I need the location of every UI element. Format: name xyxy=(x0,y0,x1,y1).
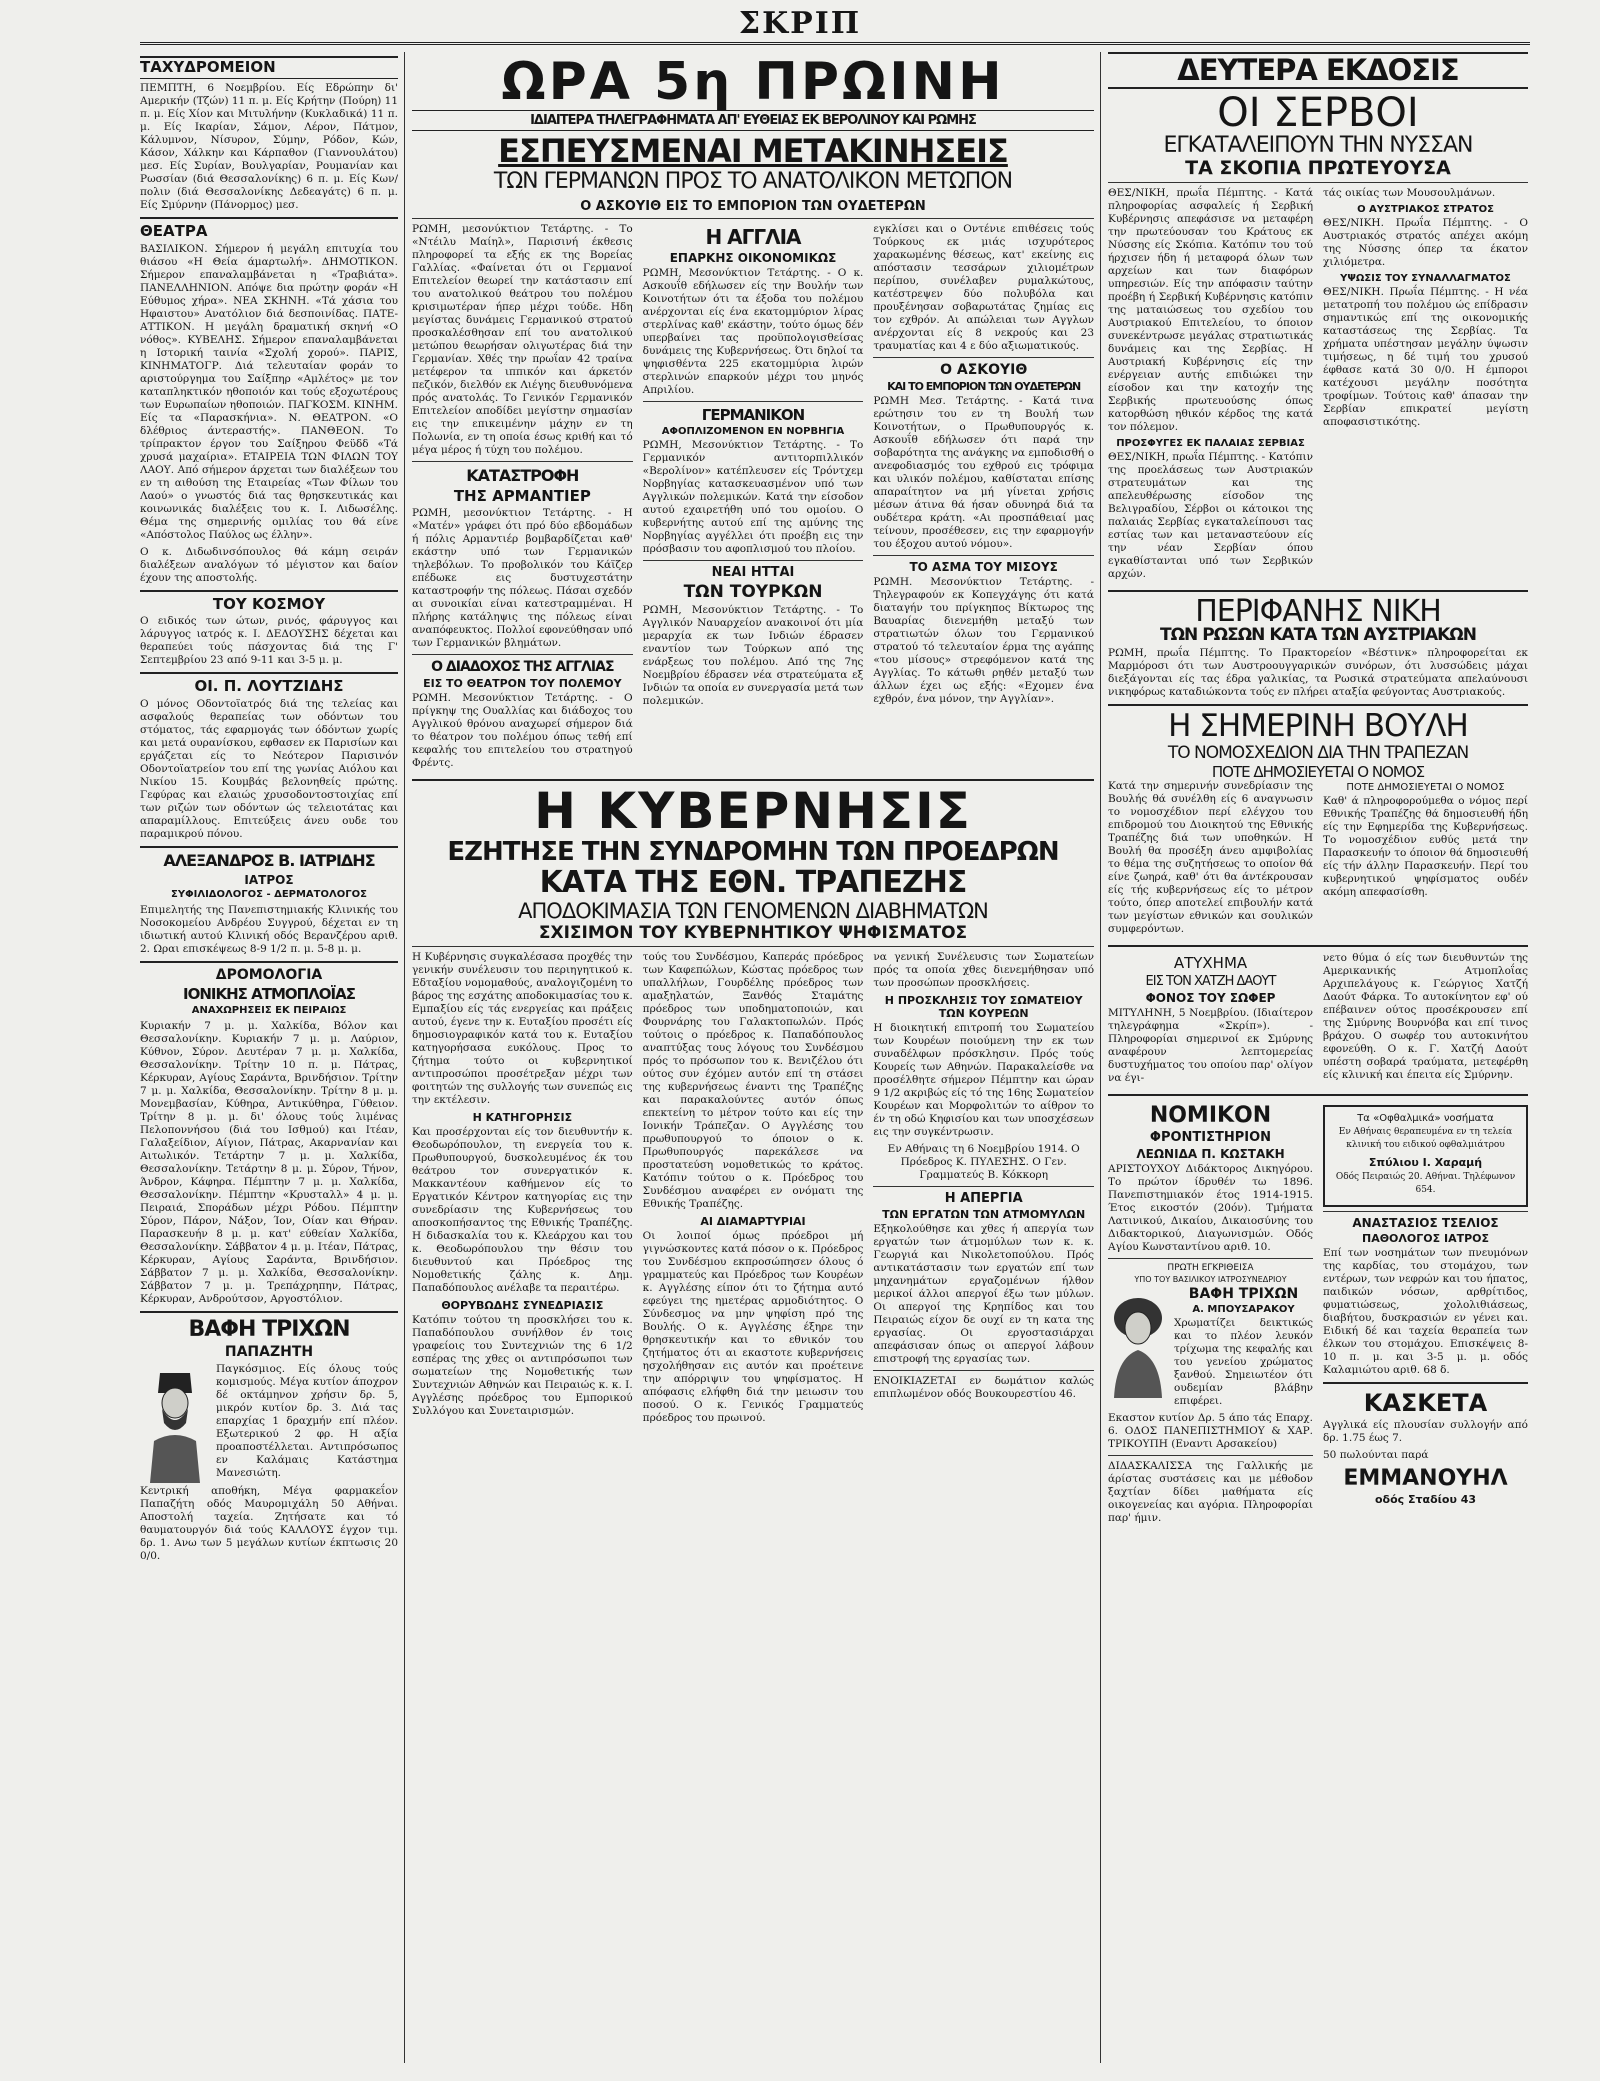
accident-columns xyxy=(1108,952,1528,1089)
serbs-columns xyxy=(1108,187,1528,585)
divider xyxy=(1108,590,1528,592)
news-top-columns xyxy=(412,223,1094,774)
ads-columns xyxy=(1108,1101,1528,1529)
asma-title: ΤΟ ΑΣΜΑ ΤΟΥ ΜΙΣΟΥΣ xyxy=(909,560,1058,574)
strike-title: Η ΑΠΕΡΓΙΑ xyxy=(944,1191,1023,1206)
divider xyxy=(412,779,1094,781)
diadochos-subtitle: ΕΙΣ ΤΟ ΘΕΑΤΡΟΝ ΤΟΥ ΠΟΛΕΜΟΥ xyxy=(423,677,622,690)
serbs-text: ΘΕΣ/ΝΙΚΗ, πρωΐα Πέμπτης. - Κατά πληροφορίας ασφαλείς ή Σερβική Κυβέρνησις απεφάσισε να μεταφέρη την πρωτεύουσαν του Κράτους εκ Νύσσης είς Σκόπια. Κατόπιν του τού ήρχισεν ήδη ή μεταφορά όλων των αρχείων και των διαφόρων υπηρεσιών. Είς την απόφασιν ταύτην προέβη ή Σερβική Κυβέρνησις κατόπιν της ματαιώσεως του σχεδίου του Αυστριακού Επιτελείου, το όποιον συνεκέντρωσε μεγάλας στρατιωτικάς δυνάμεις και της Σερβίας. Η Αυστριακή Κυβέρνησις είς την ενέργειαν αυτής επιδιώκει την είσοδον και την κατοχήν της Σερβικής πρωτευούσης όπως κατορθώση ηθικόν κέρδος της κατά τον πόλεμον. xyxy=(1108,187,1313,433)
divider xyxy=(1108,945,1528,947)
ophthalmic-title: Τα «Οφθαλμικά» νοσήματα xyxy=(1357,1113,1494,1124)
serbs-headline: ΟΙ ΣΕΡΒΟΙ xyxy=(1217,90,1419,136)
divider xyxy=(1108,182,1528,183)
divider xyxy=(140,590,398,592)
germanikon-title: ΓΕΡΜΑΝΙΚΟΝ xyxy=(701,406,805,424)
victory-text: ΡΩΜΗ, πρωΐα Πέμπτης. Το Πρακτορείον «Βέστινκ» πληροφορείται εκ Μαρμόροσι ότι των Αυστροουγγαρικών συνόρων, ότι λυσσώδεις μάχαι διεξάγονται είς τας έδρα γαλικίας, τα Ρωσικά στρατεύματα απελαύνουσι νικηφόρως καταδιώκοντα τούς εν πλήρει αταξία φεύγοντας Αυστριακούς. xyxy=(1108,647,1528,698)
gov-text-c2: Η διοικητική επιτροπή του Σωματείου των Κουρέων ποιούμενη την εκ των συναδέλφων πρόσκλησιν. Πρός τούς Κουρείς των Αθηνών. Παρακαλείσθε να προσέλθητε σήμερον Πέμπτην και ώραν 9 1/2 ακριβώς είς τό της 16ης Σωματείον Κουρέων και Μορφολιτών το αίθρον το έν τη οδώ Κηφισίου και των υποσχέσεων εις την συγκέντρωσιν. xyxy=(873,1022,1094,1138)
hair-dye-2-top: ΠΡΩΤΗ ΕΓΚΡΙΘΕΙΣΑ xyxy=(1167,1263,1254,1273)
schedules-subsub: ΑΝΑΧΩΡΗΣΕΙΣ ΕΚ ΠΕΙΡΑΙΩΣ xyxy=(191,1005,347,1017)
news-col-b xyxy=(643,223,864,774)
caps-text-2: 50 πωλούνται παρά xyxy=(1323,1449,1429,1461)
gov-sub-b: ΑΙ ΔΙΑΜΑΡΤΥΡΙΑΙ xyxy=(700,1215,806,1228)
ads-col-a xyxy=(1108,1101,1313,1529)
top-rule xyxy=(140,42,1530,45)
government-line-4: ΣΧΙΣΙΜΟΝ ΤΟΥ ΚΥΒΕΡΝΗΤΙΚΟΥ ΨΗΦΙΣΜΑΤΟΣ xyxy=(538,923,968,943)
strike-text: Εξηκολούθησε και χθες ή απεργία των εργατών των άτμομύλων των κ. κ. Γεωργιά και Νικολετοπούλου. Πρός αντικατάστασιν των εργατών επί των μηχανημάτων εργαζομένων ήλθον μερικοί άλλοι απεργοί έξω των μύλων. Οι απεργοί της Κρηπίδος και του Πειραιώς είχον δε ουχί εν τη κατα της εργασίας. Οι εργοστασιάρχαι απεφάσισαν όπως οι απεργοί λάβουν επιστροφή της εργασίας των. xyxy=(873,1223,1094,1365)
masthead: ΣΚΡΙΠ xyxy=(738,6,862,41)
parliament-headline: Η ΣΗΜΕΡΙΝΗ ΒΟΥΛΗ xyxy=(1168,708,1468,744)
nea-itta-title: ΝΕΑΙ ΗΤΤΑΙ xyxy=(711,565,795,580)
caps-title: ΚΑΣΚΕΤΑ xyxy=(1363,1389,1488,1417)
accident-col-b xyxy=(1323,952,1528,1089)
hair-dye-2-top-2: ΥΠΟ ΤΟΥ ΒΑΣΙΛΙΚΟΥ ΙΑΤΡΟΣΥΝΕΔΡΙΟΥ xyxy=(1134,1275,1287,1284)
gov-text-a3: Κατόπιν τούτου τη προσκλήσει του κ. Παπαδόπουλου συνήλθον έν τοις γραφείοις του Συντεχνιών της 6 1/2 εσπέρας της χθες οι αντιπρόσωποι των σωματείων της Νομοθετικής των Συντεχνιών Αθηνών και Πειραιώς κ. κ. Ι. Αγγλέσης πρόεδρος του Εμπορικού Συλλόγου και Συνεταιρισμών. xyxy=(412,1314,633,1417)
article-cont-text: εγκλίσει και ο Οντένιε επιθέσεις τούς Τούρκους εκ μιάς ισχυρότερος χαρακωμένης θέσεως, κατ' εκείνης εις απόστασιν τεσσάρων χιλιομέτρων περίπου, συνέλαβεν ρυμαλκώτους, κατέστρεψεν δύο πολυβόλα και προυξένησαν σοβαρωτάτας ζημίας εις τον εχθρόν. Αι απώλειαι των Αγγλων ανέρχονται είς 8 νεκρούς και 23 τραυματίας και 4 ε δύο αξιωματικούς. xyxy=(873,223,1094,352)
austrian-army-title: Ο ΑΥΣΤΡΙΑΚΟΣ ΣΤΡΑΤΟΣ xyxy=(1357,204,1494,215)
serbs-col-b xyxy=(1323,187,1528,585)
divider xyxy=(1323,1382,1528,1384)
iatridis-name: ΑΛΕΞΑΝΔΡΟΣ Β. ΙΑΤΡΙΔΗΣ xyxy=(163,851,375,870)
gov-text-a: Η Κυβέρνησις συγκαλέσασα προχθές την γενικήν συνέλευσιν του περιηγητικού κ. Εδταξίου νομομαθούς, αναλογιζομένη το βάρος της εσχάτης αποδοκιμασίας του κ. Εμπαξίου είς τάς ενεργείας και πράξεις αυτού, έγενε την κ. Ευταξίου προσέτι είς δημοσιογραφικόν κατά του κ. Ευταξίου κατηγορήσασα ευκόλους. Προς το ζήτημα τούτο οι κυβερνητικοί αντιπροσώποι προσέτρεξαν μέχρι των φοιτητών της συλλογής των συνεπώς εις την εκτέλεσιν. xyxy=(412,951,633,1106)
gov-text-b: τούς του Συνδέσμου, Καπεράς πρόεδρος των Καφεπώλων, Κώστας πρόεδρος των υπαλλήλων, Γουρδέλης πρόεδρος των αμαξηλατών, Ξανθός Σταμάτης πρόεδρος των υποδηματοποιών, και Φουρνάρης του Γαλακτοπωλών. Πρός τούτοις ο πρόεδρος κ. Παπαδόπουλος αναπτύξας τους λόγους του Συνδέσμου πρός το πρόσωπον του κ. Βενιζέλου ότι ούτος συν έχόμεν αυτόν επί τη στάσει της κυβερνήσεως έναντι της Τραπέζης και παρακαλούντες αυτόν όπως επεκτείνη το μέτρον τούτο και είς την Ιονικήν Τράπεζαν. Ο Αγγλέσης του πρωθυπουργού το όποιον ο κ. Πρωθυπουργός παρεκάλεσε να προστατεύση νομοθετικώς το κράτος. Κατόπιν τούτου ο κ. Πρόεδρος του Συνδέσμου αναφέρει εν ονόματι της Εθνικής Τραπέζης. xyxy=(642,951,864,1210)
theatres-text: ΒΑΣΙΛΙΚΟΝ. Σήμερον ή μεγάλη επιτυχία του θιάσου «Η Θεία άμαρτωλή». ΔΗΜΟΤΙΚΟΝ. Σήμερον επαναλαμβάνεται η «Τραβιάτα». ΠΑΝΕΛΛΗΝΙΟΝ. Απόψε δια πρώτην φοράν «Η Εύθυμος χήρα». ΝΕΑ ΣΚΗΝΗ. «Τά χάσια του Ηφαιστου» Ανατόλιον διά δεσποινίδας. ΠΑΤΕ-ΑΤΤΙΚΟΝ. Η μεγάλη δραματική σκηνή «Ο νόθος». ΚΥΒΕΛΗΣ. Σήμερον επαναλαμβάνεται η Ιστορική ταινία «Σχολή χορού». ΠΑΡΙΣ, ΚΙΝΗΜΑΤΟΓΡ. Διά τελευταίαν φοράν το αριστούργημα του Σαίξπηρ «Αμλέτος» με τον καταπληκτικόν ηθοποιόν και τούς εξοχωτέρους των Ευρωπαίων ηθοποιών. ΠΑΓΚΟΣΜ. ΚΙΝΗΜ. Είς τα «Παρασκήνια». Ν. ΘΕΑΤΡΟΝ. «Ο δλέθριος άντεραστής». ΠΑΝΘΕΟΝ. Το τρίπρακτον έργον του Σαίξηρου Φεϋδδ «Τά χρυσά μαχαίρια». ΕΤΑΙΡΕΙΑ ΤΩΝ ΦΙΛΩΝ ΤΟΥ ΛΑΟΥ. Από σήμερον άρχεται των διαλέξεων του εν τη αιθούση της Εταιρείας «Των Φίλων του Λαού» ο γνωστός διά τας θρησκευτικάς και κοινωνικάς διαλέξεις του κ. Ι. Λιδωσέλης. Θέμα της σημερινής ομιλίας του θά είνε «Απόστολος Παύλος ως έλλην». xyxy=(140,242,398,541)
nea-itta-text: ΡΩΜΗ, Μεσονύκτιον Τετάρτης. - Το Αγγλικόν Ναυαρχείον ανακοινοί ότι μία μεραρχία εκ των Ινδιών έδρασεν εναντίον των Τούρκων από της ενάρξεως του πολέμου. Από της 7ης Νοεμβρίου έδρασεν νέα στρατεύματα εξ Ινδιών τα οποία εν συνεργασία μετά των πολεμικών. xyxy=(642,604,864,707)
parliament-columns xyxy=(1108,780,1528,940)
divider xyxy=(412,654,633,655)
serbs-col-a xyxy=(1108,187,1313,585)
iatridis-role: ΙΑΤΡΟΣ xyxy=(244,872,294,887)
accident-subtitle: ΕΙΣ ΤΟΝ ΧΑΤΖΗ ΔΑΟΥΤ xyxy=(1145,974,1276,989)
divider xyxy=(873,357,1094,358)
gov-col-a xyxy=(412,951,633,1429)
ophthalmic-name: Σπύλιου Ι. Χαραμή xyxy=(1368,1156,1483,1169)
main-headline: ΕΣΠΕΥΣΜΕΝΑΙ ΜΕΤΑΚΙΝΗΣΕΙΣ xyxy=(498,132,1008,170)
theatres-title: ΘΕΑΤΡΑ xyxy=(140,221,208,240)
divider xyxy=(412,461,633,462)
hair-dye-footer: Κεντρική αποθήκη, Μέγα φαρμακεΐον Παπαζήτη οδός Μαυρομιχάλη 50 Αθήναι. Αποστολή ταχεία. Ζητήσατε και τό θαυματουργόν διά τούς ΚΑΛΛΟΥΣ έγχον τιμ. δρ. 1. Ανω των 5 μεγάλων κυτίων έκπτωσις 20 0/0. xyxy=(140,1484,398,1562)
divider xyxy=(643,560,864,561)
austrian-army-text: ΘΕΣ/ΝΙΚΗ. Πρωΐα Πέμπτης. - Ο Αυστριακός στρατός απέχει ακόμη της Νύσσης όπερ τα έκατον χιλιόμετρα. xyxy=(1323,217,1528,268)
ads-col-b xyxy=(1323,1101,1528,1529)
schedules-subtitle: ΙΟΝΙΚΗΣ ΑΤΜΟΠΛΟΪΑΣ xyxy=(183,984,355,1003)
column-divider xyxy=(404,52,405,2063)
divider xyxy=(412,218,1094,219)
center-column xyxy=(412,52,1094,2063)
ophthalmic-address: Οδός Πειραιώς 20. Αθήναι. Τηλέφωνον 654. xyxy=(1335,1172,1516,1195)
ophthalmic-text: Εν Αθήναις θεραπευμένα εν τη τελεία κλινική του ειδικού οφθαλμιάτρου xyxy=(1338,1127,1513,1150)
katastrofi-title: ΚΑΤΑΣΤΡΟΦΗ xyxy=(466,466,579,485)
post-office-title: ΤΑΧΥΔΡΟΜΕΙΟΝ xyxy=(140,56,398,79)
iatridis-spec: ΣΥΦΙΛΙΔΟΛΟΓΟΣ - ΔΕΡΜΑΤΟΛΟΓΟΣ xyxy=(171,889,367,901)
gov-text-a2: Και προσέρχονται είς τον διευθυντήν κ. Θεοδωρόπουλον, τη ενεργεία του κ. Πρωθυπουργού, δυσκολευμένος έκ του θεάτρου τον συνεργατικόν κ. Μακκαντέουν καθήμενον είς το Εργατικόν Κέντρον κατηγορίας εις την συνεδρίασιν της Κυβερνήσεως του αποσκοπήσαντος της Εθνικής Τραπέζης. Η διδασκαλία του κ. Κλεάρχου και του κ. Θεοδωρόπουλου την θέσιν του διευθυντού και Πρόεδρος της Νομοθετικής ζάλης κ. Δημ. Παπαδόπουλος ανέλαβε τα περαιτέρω. xyxy=(412,1126,633,1294)
caps-text: Αγγλικά είς πλουσίαν συλλογήν από δρ. 1.75 έως 7. xyxy=(1323,1419,1528,1444)
parliament-col-title: ΠΟΤΕ ΔΗΜΟΣΙΕΥΕΤΑΙ Ο ΝΟΜΟΣ xyxy=(1346,782,1505,793)
anglia-title: Η ΑΓΓΛΙΑ xyxy=(705,225,801,249)
hair-dye-title: ΒΑΦΗ ΤΡΙΧΩΝ xyxy=(188,1316,350,1342)
hair-dye-2-text: Χρωματίζει δεικτικώς και το πλέον λευκόν τρίχωμα της κεφαλής και του γενείου χρώματος ξανθού. Σημειωτέον ότι ουδεμίαν βλάβην επιφέρει. xyxy=(1174,1317,1313,1407)
loutzidis-title: ΟΙ. Π. ΛΟΥΤΖΙΔΗΣ xyxy=(194,677,344,696)
accident-subtitle-2: ΦΟΝΟΣ ΤΟΥ ΣΩΦΕΡ xyxy=(1145,991,1276,1005)
government-line-3: ΑΠΟΔΟΚΙΜΑΣΙΑ ΤΩΝ ΓΕΝΟΜΕΝΩΝ ΔΙΑΒΗΜΑΤΩΝ xyxy=(518,899,988,923)
anglia-subtitle: ΕΠΑΡΚΗΣ ΟΙΚΟΝΟΜΙΚΩΣ xyxy=(669,251,837,265)
gov-signature: Εν Αθήναις τη 6 Νοεμβρίου 1914. Ο Πρόεδρος Κ. ΠΥΛΕΣΗΣ. Ο Γεν. Γραμματεύς Β. Κόκκορη xyxy=(887,1143,1080,1181)
post-office-text: ΠΕΜΠΤΗ, 6 Νοεμβρίου. Είς Εδρώπην δι' Αμερικήν (Τζών) 11 π. μ. Είς Κρήτην (Πούρη) 11 π. μ. Είς Χίον και Μιτυλήνην (Κυκλαδικά) 11 π. μ. Είς Ικαρίαν, Σάμον, Λέρον, Πάτμον, Κάλυμνον, Νίσυρον, Σύμην, Ρόδον, Κών, Κάσον, Χάλκην και Κάρπαθον (Γιαννουλάτου) μεσ. Είς Συρίαν, Βουλγαρίαν, Ρουμανίαν και Ρωσσίαν (διά Θεσσαλονίκης) 6 π. μ. Είς Κων/πολιν (διά Θεσσαλονίκης Δεδεαγάτς) 6 π. μ. Είς Σμύρνην (Πάνορμος) μεσ. xyxy=(140,81,398,211)
accident-col-a xyxy=(1108,952,1313,1089)
iatridis-text: Επιμελητής της Πανεπιστημιακής Κλινικής του Νοσοκομείου Ανδρέου Συγγρού, δέχεται εν τη ιδιωτική αυτού Κλινική οδός Βερανζέρου αριθ. 2. Ωραι επισκέψεως 8-9 1/2 π. μ. 5-8 μ. μ. xyxy=(140,903,398,955)
column-divider xyxy=(1100,52,1101,2063)
hair-dye-2-brand: Α. ΜΠΟΥΣΑΡΑΚΟΥ xyxy=(1192,1304,1295,1315)
diadochos-text: ΡΩΜΗ. Μεσονύκτιον Τετάρτης. - Ο πρίγκηψ της Ουαλλίας και διάδοχος του Αγγλικού θρόνου αναχωρεί σήμερον διά το θέατρον του πολέμου όπως τεθή επί κεφαλής του επιτελείου του στρατηγού Φρέντς. xyxy=(412,692,633,769)
law-school-text: ΑΡΙΣΤΟΥΧΟΥ Διδάκτορος Δικηγόρου. Το πρώτον ίδρυθέν τω 1896. Πανεπιστημιακόν έτος 1914-1915. Έτος εικοστόν (20όν). Τμήματα Λατινικού, Δικαίου, Δικαιοσύνης του Διδακτορικού, Διαγωνισμών. Οδός Αγίου Κωνσταντίνου αριθ. 10. xyxy=(1108,1163,1313,1253)
askouith-title: Ο ΑΣΚΟΥΙΘ xyxy=(940,362,1028,378)
law-school-name: ΛΕΩΝΙΔΑ Π. ΚΩΣΤΑΚΗ xyxy=(1136,1147,1285,1161)
caps-address: οδός Σταδίου 43 xyxy=(1374,1493,1477,1506)
divider xyxy=(1108,704,1528,706)
main-headline-3: Ο ΑΣΚΟΥΙΘ ΕΙΣ ΤΟ ΕΜΠΟΡΙΟΝ ΤΩΝ ΟΥΔΕΤΕΡΩΝ xyxy=(580,199,926,214)
germanikon-text: ΡΩΜΗ, Μεσονύκτιον Τετάρτης. - Το Γερμανικόν αντιτορπιλλικόν «Βερολίνον» κατέπλευσεν είς Τρόντχεμ Νορβηγίας κατασκευασμένον υπό των Αγγλικών πολεμικών. Κατά την είσοδον αυτού εχαιρετήθη υπό του ομοίου. Ο κυβερνήτης αυτού επί της αμύνης της Νορβηγίας αγγέλλει ότι προέβη εις την πρόσβασιν του αφοπλισμού του πλοίου. xyxy=(642,439,864,555)
gov-col-c xyxy=(873,951,1094,1429)
divider xyxy=(140,217,398,219)
divider xyxy=(140,961,398,963)
gov-text-b2: Οι λοιποί όμως πρόεδροι μή γιγνώσκοντες κατά πόσον ο κ. Πρόεδρος του Συνδέσμου εκπροσώπησεν όλους ό γραμματεύς και Πρόεδρος των Κουρέων κ. Αγγλέσης είπον ότι το ζήτημα αυτό εφεύγει της ημετέρας αρμοδιότητος. Ο Σύνδεσμος να μην ψηφίση πρό της Βουλής. Ο κ. Αγγλέσης έξηρε την θρησκευτικήν και το εθνικόν του ζητήματος ότι αι εκαστοτε κυβερνήσεις ησχολήθησαν εις αυτόν και προέτεινε την απόρριψιν του ψηφίσματος. Η απόφασις ελήφθη διά την μειωσιν του ποσού. Ο κ. Γενικός Γραμματεύς πρόεδρος του πρωινού. xyxy=(642,1230,864,1424)
parliament-subheadline: ΤΟ ΝΟΜΟΣΧΕΔΙΟΝ ΔΙΑ ΤΗΝ ΤΡΑΠΕΖΑΝ xyxy=(1167,743,1469,763)
left-column xyxy=(140,52,398,2063)
main-headline-2: ΤΩΝ ΓΕΡΜΑΝΩΝ ΠΡΟΣ ΤΟ ΑΝΑΤΟΛΙΚΟΝ ΜΕΤΩΠΟΝ xyxy=(493,169,1013,194)
divider xyxy=(873,1370,1094,1371)
victory-subheadline: ΤΩΝ ΡΩΣΩΝ ΚΑΤΑ ΤΩΝ ΑΥΣΤΡΙΑΚΩΝ xyxy=(1160,625,1476,645)
news-col-a xyxy=(412,223,633,774)
divider xyxy=(412,946,1094,947)
divider xyxy=(873,1186,1094,1187)
exchange-text: ΘΕΣ/ΝΙΚΗ. Πρωΐα Πέμπτης. - Η νέα μετατροπή του πολέμου ώς επίδρασιν σημαντικώς επί της οικονομικής καταστάσεως της Σερβίας. Τα χρήματα υπέστησαν μεγάλην ύψωσιν τιμήσεως, η δέ τιμή του χρυσού έφθασε κατά 30 0/0. Η έμποροι κατέχουσι μεγάλην ποσότητα τροφίμων. Τούτοις καθ' άπασαν την Σερβίαν επικρατεί μεγίστη αποφασιστικότης. xyxy=(1323,286,1528,428)
teacher-ad: ΔΙΔΑΣΚΑΛΙΣΣΑ της Γαλλικής με άρίστας συστάσεις και με μέθοδον ξαχτίαν δίδει μαθήματα είς οικογενείας και αγόρια. Πληροφορίαι παρ' ήμιν. xyxy=(1108,1460,1313,1524)
article-rome-text: ΡΩΜΗ, μεσονύκτιον Τετάρτης. - Το «Ντέιλυ Μαίηλ», Παρισινή έκθεσις πληροφορεί τα εξής εκ της Βορείας Γαλλίας. «Φαίνεται ότι οι Γερμανοί Επιτελείον θεωρεί την κατάστασιν επί του ανατολικού θεάτρου του πολέμου κρισιμωτέραν ήπερ μέχρι τούδε. Ηδη μεγίστας δυνάμεις Γερμανικού στρατού προσκαλέσθησαν επί του ανατολικού μετώπου θεωρήσαν ολιγωτέρας διά την Γερμανίαν. Χθές την πρωΐαν 42 τραίνα μετέφερον τα ιππικόν και άρκετόν πεζικόν, διελθόν εκ Λιέγης διευθυνόμενα πρός ανατολάς. Το Γενικόν Γερμανικόν Επιτελείον αποδίδει μεγίστην σημασίαν εις την επικειμένην μάχην εν τη Πολωνία, εν τη οποία έσως κριθή και τό μέγα μέρος ή τύχη του πολέμου. xyxy=(412,223,633,456)
askouith-subtitle: ΚΑΙ ΤΟ ΕΜΠΟΡΙΟΝ ΤΩΝ ΟΥΔΕΤΕΡΩΝ xyxy=(887,380,1081,393)
divider xyxy=(1323,1211,1528,1212)
gov-sub-a2: ΘΟΡΥΒΩΔΗΣ ΣΥΝΕΔΡΙΑΣΙΣ xyxy=(441,1299,604,1312)
government-line-1: ΕΖΗΤΗΣΕ ΤΗΝ ΣΥΝΔΡΟΜΗΝ ΤΩΝ ΠΡΟΕΔΡΩΝ xyxy=(447,837,1059,867)
tou-kosmou-title: ΤΟΥ ΚΟΣΜΟΥ xyxy=(212,594,326,613)
anglia-text: ΡΩΜΗ, Μεσονύκτιον Τετάρτης. - Ο κ. Ασκουΐθ εδήλωσεν είς την Βουλήν των Κοινοτήτων ότι τα έξοδα του πολέμου ανέρχονται είς ένα εκατομμύριον λίρας στερλίνας καθ' εκάστην, τούτο όμως δέν υπερβαίνει τας προϋπολογισθείσας δυνάμεις της Κυβερνήσεως. Ότι δηλοί τα ψηφισθέντα 225 εκατομμύρια λιρών στερλινών επαρκούν μέχρι του μηνός Απριλίου. xyxy=(642,267,864,396)
news-col-c xyxy=(873,223,1094,774)
ophthalmic-ad-box xyxy=(1323,1105,1528,1207)
banner-subheadline: ΙΔΙΑΙΤΕΡΑ ΤΗΛΕΓΡΑΦΗΜΑΤΑ ΑΠ' ΕΥΘΕΙΑΣ ΕΚ ΒΕΡΟΛΙΝΟΥ ΚΑΙ ΡΩΜΗΣ xyxy=(412,110,1094,131)
divider xyxy=(1108,1258,1313,1259)
law-school-subtitle: ΦΡΟΝΤΙΣΤΗΡΙΟΝ xyxy=(1149,1130,1272,1145)
hair-dye-2-foot: Εκαστον κυτίον Δρ. 5 άπο τάς Επαρχ. 6. ΟΔΟΣ ΠΑΝΕΠΙΣΤΗΜΙΟΥ & ΧΑΡ. ΤΡΙΚΟΥΠΗ (Εναντι Αρσακείου) xyxy=(1108,1412,1313,1450)
gov-text-c: να γενική Συνέλευσις των Σωματείων πρός τα οποία χθες διενεμήθησαν υπό των προσώπων προσκλήσεις. xyxy=(873,951,1094,989)
serbs-cont-text: τάς οικίας των Μουσουλμάνων. xyxy=(1323,187,1496,199)
serbs-headline-3: ΤΑ ΣΚΟΠΙΑ ΠΡΩΤΕΥΟΥΣΑ xyxy=(1185,157,1451,179)
woman-portrait-illustration xyxy=(1108,1288,1168,1398)
gov-sub-c: Η ΠΡΟΣΚΛΗΣΙΣ ΤΟΥ ΣΩΜΑΤΕΙΟΥ ΤΩΝ ΚΟΥΡΕΩΝ xyxy=(884,994,1083,1020)
news-bottom-columns xyxy=(412,951,1094,1429)
divider xyxy=(1108,1094,1528,1096)
hair-dye-2-title: ΒΑΦΗ ΤΡΙΧΩΝ xyxy=(1188,1286,1299,1302)
caps-seller-name: ΕΜΜΑΝΟΥΗΛ xyxy=(1343,1466,1508,1491)
parliament-col-a xyxy=(1108,780,1313,940)
victory-headline: ΠΕΡΙΦΑΝΗΣ ΝΙΚΗ xyxy=(1195,594,1441,629)
exchange-title: ΥΨΩΣΙΣ ΤΟΥ ΣΥΝΑΛΛΑΓΜΑΤΟΣ xyxy=(1340,273,1511,284)
germanikon-subtitle: ΑΦΟΠΛΙΖΟΜΕΝΟΝ ΕΝ ΝΟΡΒΗΓΙΑ xyxy=(661,426,845,437)
divider xyxy=(1108,1455,1313,1456)
strike-subtitle: ΤΩΝ ΕΡΓΑΤΩΝ ΤΩΝ ΑΤΜΟΜΥΛΩΝ xyxy=(882,1208,1086,1221)
hair-dye-brand: ΠΑΠΑΖΗΤΗ xyxy=(224,1343,314,1360)
serbs-headline-2: ΕΓΚΑΤΑΛΕΙΠΟΥΝ ΤΗΝ ΝΥΣΣΑΝ xyxy=(1163,133,1473,158)
refugees-text: ΘΕΣ/ΝΙΚΗ, πρωΐα Πέμπτης. - Κατόπιν της προελάσεως των Αυστριακών στρατευμάτων και της απελευθέρωσης είσοδον της Βελιγραδίου, Σέρβοι οι κάτοικοι της παλαιάς Σερβίας εγκαταλείπουσι τας εστίας των και μεταναστεύουν είς την νέαν Σερβίαν όπου εγκαθίστανται υπό των Σερβικών αρχών. xyxy=(1108,451,1313,580)
hair-dye-text: Παγκόσμιος. Είς όλους τούς κομισμούς. Μέγα κυτίον άποχρον δέ οκτάμηνον χρήσιν δρ. 5, μικρόν κυτίον δρ. 3. Διά τας επαρχίας 1 δραχμήν επί πλέον. Εξωτερικού 2 φρ. Η αξία προαποστέλλεται. Αντιπρόσωπος εν Καλάμαις Κατάστημα Μανεσιώτη. xyxy=(216,1362,398,1479)
schedules-text: Κυριακήν 7 μ. μ. Χαλκίδα, Βόλον και Θεσσαλονίκην. Κυριακήν 7 μ. μ. Λαύριον, Κύθνον, Σύρον. Δευτέραν 7 μ. μ. Χαλκίδα, Θεσσαλονίκην. Τρίτην 10 π. μ. Πάτρας, Κέρκυραν, Αγίους Σαράντα, Βρινδήσιον. Τρίτην 7 μ. μ. Χαλκίδα, Θεσσαλονίκην. Τρίτην 8 μ. μ. Μονεμβασίαν, Κύθηρα, Αντικύθηρα, Γύθειον. Τρίτην 8 μ. μ. δι' όλους τούς λιμένας Πελοποννήσου (διά του Ισθμού) και Ιτέαν, Γαλαξείδιον, Αίγιον, Πάτρας, Ακαρνανίαν και Αιτωλικόν. Τετάρτην 7 μ. μ. Χαλκίδα, Θεσσαλονίκην. Τετάρτην 8 μ. μ. Σύρον, Τήνον, Άνδρον, Κάφηρα. Πέμπτην 7 μ. μ. Χαλκίδα, Θεσσαλονίκην. Πέμπτην «Κρυσταλλ» 4 μ. μ. Πειραιά, Σποράδων μέχρι Ρόδου. Πέμπτην Σύρον, Πάρον, Νάξον, Ίον, Οίαν και Θήραν. Παρασκευήν 8 μ. μ. κατ' εύθείαν Χαλκίδα, Θεσσαλονίκην. Σάββατον 4 μ. μ. Ιτέαν, Πάτρας, Κέρκυραν, Αγίους Σαράντα, Βρινδήσιον. Σάββατον 7 μ. μ. Χαλκίδα, Θεσσαλονίκην. Σάββατον 7 μ. μ. Τρεπάχρηπην, Πάτρας, Κέρκυραν, Ανδρούτσον, Αργοστόλιον. xyxy=(140,1019,398,1305)
rent-ad: ΕΝΟΙΚΙΑΖΕΤΑΙ εν δωμάτιον καλώς επιπλωμένον οδός Βουκουρεστίου 46. xyxy=(873,1375,1094,1400)
government-line-2: ΚΑΤΑ ΤΗΣ ΕΘΝ. ΤΡΑΠΕΖΗΣ xyxy=(539,865,967,900)
right-column xyxy=(1108,52,1528,2063)
katastrofi-text: ΡΩΜΗ, μεσονύκτιον Τετάρτης. - Η «Ματέν» γράφει ότι πρό δύο εβδομάδων ή πόλις Αρμαντιέρ βομβαρδίζεται καθ' εκάστην υπό των Γερμανικών τηλεβόλων. Το προβολικόν του Κάϊζερ επέδωκε εις δυστυχεστάτην καταστροφήν της πόλεως. Πάσαι σχεδόν αι συνοικίαι είναι κατεστραμμέναι. Η πλήρης κατάληψις της πόλεως είναι αναπόφευκτος. Πολλοί εφονεύθησαν υπό των Γερμανικών βλημάτων. xyxy=(412,507,633,649)
tselios-name: ΑΝΑΣΤΑΣΙΟΣ ΤΣΕΛΙΟΣ xyxy=(1352,1216,1499,1230)
tselios-text: Επί των νοσημάτων των πνευμόνων της καρδίας, του στομάχου, των εντέρων, των νεφρών και του ήπατος, παιδικών νόσων, αρθρίτιδος, φυματιώσεως, χολολιθιάσεως, διαβήτου, δυσκρασιών εν γένει και. Ειδική δέ και ταχεία θεραπεία των έλκων του στομάχου. Επισκέψεις 8-10 π. μ. και 3-5 μ. μ. οδός Καλαμιώτου αριθ. 68 δ. xyxy=(1323,1247,1528,1376)
accident-text: ΜΙΤΥΛΗΝΗ, 5 Νοεμβρίου. (Ιδιαίτερον τηλεγράφημα «Σκρίπ»). - Πληροφορίαι σημερινοί εκ Σμύρνης αναφέρουν λεπτομερείας δυστυχήματος του οποίου παρ' ολίγον να έγι- xyxy=(1108,1007,1313,1084)
divider xyxy=(873,555,1094,556)
loutzidis-text: Ο μόνος Οδοντοϊατρός διά της τελείας και ασφαλούς θεραπείας των οδόντων του στόματος, τάς εφαρμογάς των όδόντων χωρίς και μετά ουρανίσκου, εφθασεν εκ Παρισίων και εργάζεται είς το Νεότερον Παρισινόν Οδοντοϊατρείον του επί της γωνίας Αιόλου και Νικίου 15. Κουμβάς βελονηθείς πρώτης. Γεφύρας και ελαιώς χρυσοδοντοστοιχίας επί των ριζών των οδόντων ώς τελειοτάτας και απαραμίλλους. Επιτεύξεις άνευ ουδε του παραμικρού πόνου. xyxy=(140,698,398,840)
accident-text-2: νετο θύμα ό είς των διευθυντών της Αμερικανικής Ατμοπλοΐας Αρχιπελάγους κ. Γεώργιος Χατζή Δαούτ Φάρκα. Το αυτοκίνητον εφ' ού επέβαινεν ούτος προσέκρουσεν επί της Σμύρνης Βουρνόβα και επί τινος βράχου. Ο σωφέρ του αυτοκινήτου εφονεύθη. Ο κ. Γ. Χατζή Δαούτ υπέστη σοβαρά τραύματα, μετεφέρθη είς κλινική και έπειτα είς Σμύρνην. xyxy=(1323,952,1528,1081)
parliament-subheadline-2: ΠΟΤΕ ΔΗΜΟΣΙΕΥΕΤΑΙ Ο ΝΟΜΟΣ xyxy=(1211,763,1425,781)
man-portrait-illustration xyxy=(140,1363,210,1483)
theatres-extra: Ο κ. Διδωδινσόπουλος θά κάμη σειράν διαλέξεων αναλόγων τό μέγιστον και δαίον έχουν της αποστολής. xyxy=(140,545,398,584)
parliament-text-2: Καθ' ά πληροφορούμεθα ο νόμος περί Εθνικής Τραπέζης θά δημοσιευθή ήδη είς την Εφημερίδα της Κυβερνήσεως. Το νομοσχέδιον ευθύς μετά την Παρασκευήν το όποιον θά δημοσιευθή είς τήν άλλην Παρασκευήν. Περί του κυβερνητικού ψηφίσματος ουδέν ακόμη απεφασίσθη. xyxy=(1323,795,1528,898)
divider xyxy=(140,1311,398,1313)
divider xyxy=(140,846,398,848)
askouith-text: ΡΩΜΗ Μεσ. Τετάρτης. - Κατά τινα ερώτησιν του εν τη Βουλή των Κοινοτήτων, ο Πρωθυπουργός κ. Ασκουΐθ εδήλωσεν ότι παρά την σοβαρότητα της ανάγκης να εμποδισθή ο ανεφοδιασμός του εχθρού εις τρόφιμα και υλικόν πολέμου, καθίσταται επίσης απαραίτητον να μή γίνεται χρήσις μέσων άτινα θά ήσαν οδυνηρά διά τα ουδέτερα κράτη. «Αι προσπάθειαί μας τείνουν, προσέθεσεν, εις την εφαρμογήν του έξοχου αυτού νόμου». xyxy=(873,395,1094,550)
katastrofi-subtitle: ΤΗΣ ΑΡΜΑΝΤΙΕΡ xyxy=(453,487,591,505)
gov-col-b xyxy=(643,951,864,1429)
nea-itta-subtitle: ΤΩΝ ΤΟΥΡΚΩΝ xyxy=(683,582,823,602)
gov-sub-a: Η ΚΑΤΗΓΟΡΗΣΙΣ xyxy=(472,1111,573,1124)
government-headline: Η ΚΥΒΕΡΝΗΣΙΣ xyxy=(534,782,972,840)
tselios-role: ΠΑΘΟΛΟΓΟΣ ΙΑΤΡΟΣ xyxy=(1361,1232,1490,1245)
asma-text: ΡΩΜΗ. Μεσονύκτιον Τετάρτης. - Τηλεγραφούν εκ Κοπεγχάγης ότι κατά διαταγήν του πρίγκηπος Βίκτωρος της Βαυαρίας διενεμήθη μεταξύ των στρατιωτών όλων του Γερμανικού στρατού τό τελευταίον έρμα της αγάπης «του μίσους» στρεφόμενον κατά της Αγγλίας. Το κάτωθι ρηθέν μεταξύ των άλλων έχει ως εξής: «Εχομεν ένα εχθρόν, ένα μόνον, την Αγγλίαν». xyxy=(873,576,1094,705)
banner-headline: ΩΡΑ 5η ΠΡΩΙΝΗ xyxy=(501,52,1005,112)
parliament-text: Κατά την σημερινήν συνεδρίασιν της Βουλής θά συνέλθη είς 6 αναγνωσιν το νομοσχέδιον περί ελέγχου του επιδρομού του Διοικητού της Εθνικής Τραπέζης διά των υποθηκών. Η Βουλή θα προσέξη άνευ αμφιβολίας το θέμα της συζητήσεως το οποίον θά είνε ζωηρά, καθ' ότι θα άντέκρουσαν είς τής κυβερνήσεως είς το μέτρον τούτο, όπερ αποτελεί επιβουλήν κατά των μεγίστων εθνικών και σουλικών συμφερόντων. xyxy=(1108,780,1313,935)
parliament-col-b xyxy=(1323,780,1528,940)
accident-title: ΑΤΥΧΗΜΑ xyxy=(1173,954,1248,972)
divider xyxy=(643,401,864,402)
schedules-title: ΔΡΟΜΟΛΟΓΙΑ xyxy=(215,966,323,983)
tou-kosmou-text: Ο ειδικός των ώτων, ρινός, φάρυγγος και λάρυγγος ιατρός κ. Ι. ΔΕΔΟΥΣΗΣ δέχεται και θεραπεύει τούς πάσχοντας διά της Γ' Σεπτεμβρίου 23 από 9-11 και 3-5 μ. μ. xyxy=(140,615,398,667)
divider xyxy=(140,672,398,674)
law-school-title: ΝΟΜΙΚΟΝ xyxy=(1149,1103,1272,1128)
diadochos-title: Ο ΔΙΑΔΟΧΟΣ ΤΗΣ ΑΓΓΛΙΑΣ xyxy=(431,659,614,675)
refugees-title: ΠΡΟΣΦΥΓΕΣ ΕΚ ΠΑΛΑΙΑΣ ΣΕΡΒΙΑΣ xyxy=(1116,438,1305,449)
second-edition-banner: ΔΕΥΤΕΡΑ ΕΚΔΟΣΙΣ xyxy=(1108,52,1528,89)
